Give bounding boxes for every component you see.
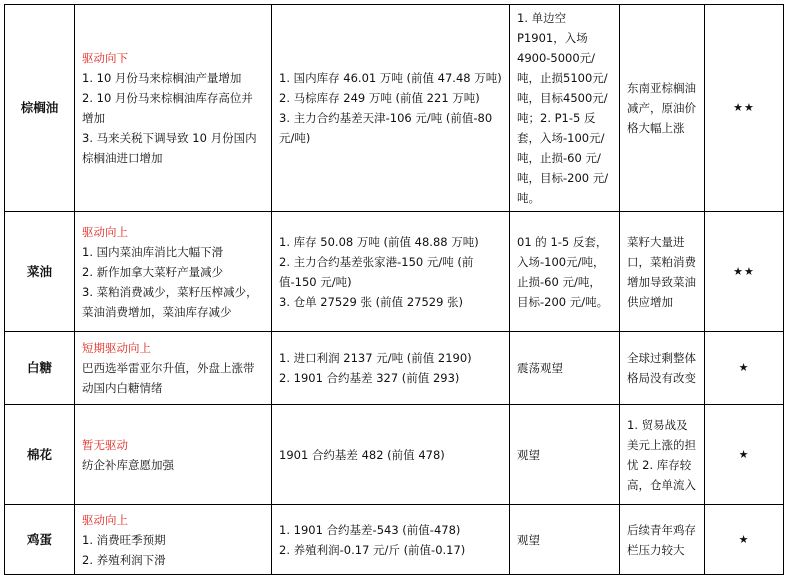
drive-line: 巴西选举雷亚尔升值，外盘上涨带动国内白糖情绪: [82, 361, 255, 395]
data-line: 2. 1901 合约基差 327 (前值 293): [279, 371, 460, 385]
drive-line: 1. 国内菜油库消比大幅下滑: [82, 244, 224, 259]
data-line: 2. 养殖利润-0.17 元/斤 (前值-0.17): [279, 542, 466, 557]
strategy-cell: 观望: [510, 405, 620, 505]
drive-line: 3. 马来关税下调导致 10 月份国内棕榈油进口增加: [82, 131, 257, 165]
drive-cell: [75, 5, 272, 212]
commodity-name: 白糖: [5, 332, 75, 405]
drive-line: 1. 消费旺季预期: [82, 532, 166, 547]
data-line: 1. 国内库存 46.01 万吨 (前值 47.48 万吨): [279, 71, 502, 85]
data-cell: [272, 212, 510, 332]
data-cell: [272, 505, 510, 575]
commodity-name: 棉花: [5, 405, 75, 505]
data-cell: [272, 5, 510, 212]
drive-line: 纺企补库意愿加强: [82, 457, 174, 472]
data-cell: [272, 405, 510, 505]
drive-line: 2. 新作加拿大菜籽产量减少: [82, 264, 224, 279]
risk-cell: 1. 贸易战及美元上涨的担忧 2. 库存较高，仓单流入: [620, 405, 705, 505]
drive-title: 驱动向上: [82, 224, 128, 239]
drive-title: 驱动向上: [82, 512, 128, 527]
strategy-cell: 震荡观望: [510, 332, 620, 405]
table-row: [5, 505, 784, 575]
drive-line: 1. 10 月份马来棕榈油产量增加: [82, 71, 242, 85]
data-cell: [272, 332, 510, 405]
strategy-cell: 观望: [510, 505, 620, 575]
data-line: 1. 进口利润 2137 元/吨 (前值 2190): [279, 351, 472, 365]
drive-title: 暂无驱动: [82, 437, 128, 452]
rating-stars: ★★: [705, 212, 784, 332]
rating-stars: ★: [705, 505, 784, 575]
data-line: 1901 合约基差 482 (前值 478): [279, 447, 445, 462]
data-line: 1. 1901 合约基差-543 (前值-478): [279, 522, 461, 537]
table-row: [5, 405, 784, 505]
strategy-cell: 1. 单边空 P1901，入场 4900-5000元/吨，止损5100元/吨，目标4500元/吨；2. P1-5 反套，入场-100元/吨，止损-60 元/吨，目标-200 元/吨。: [510, 5, 620, 212]
drive-line: 3. 菜粕消费减少，菜籽压榨减少，菜油消费增加，菜油库存减少: [82, 284, 258, 319]
table-row: [5, 5, 784, 212]
commodity-name: 菜油: [5, 212, 75, 332]
rating-stars: ★★: [705, 5, 784, 212]
rating-stars: ★: [705, 332, 784, 405]
table-row: [5, 212, 784, 332]
commodity-name: 棕榈油: [5, 5, 75, 212]
drive-title: 驱动向下: [82, 51, 128, 65]
table-row: [5, 332, 784, 405]
drive-cell: [75, 505, 272, 575]
strategy-cell: 01 的 1-5 反套，入场-100元/吨，止损-60 元/吨，目标-200 元/吨。: [510, 212, 620, 332]
data-line: 3. 仓单 27529 张 (前值 27529 张): [279, 294, 464, 309]
drive-line: 2. 养殖利润下滑: [82, 552, 166, 567]
risk-cell: 后续青年鸡存栏压力较大: [620, 505, 705, 575]
data-line: 1. 库存 50.08 万吨 (前值 48.88 万吨): [279, 234, 479, 249]
drive-cell: [75, 332, 272, 405]
data-line: 2. 马棕库存 249 万吨 (前值 221 万吨): [279, 91, 480, 105]
data-line: 2. 主力合约基差张家港-150 元/吨 (前值-150 元/吨): [279, 254, 474, 289]
risk-cell: 菜籽大量进口，菜粕消费增加导致菜油供应增加: [620, 212, 705, 332]
drive-cell: [75, 405, 272, 505]
commodity-name: 鸡蛋: [5, 505, 75, 575]
rating-stars: ★: [705, 405, 784, 505]
commodity-table: [4, 4, 784, 575]
drive-title: 短期驱动向上: [82, 341, 151, 355]
drive-line: 2. 10 月份马来棕榈油库存高位并增加: [82, 91, 253, 125]
drive-cell: [75, 212, 272, 332]
data-line: 3. 主力合约基差天津-106 元/吨 (前值-80 元/吨): [279, 111, 493, 145]
risk-cell: 全球过剩整体格局没有改变: [620, 332, 705, 405]
risk-cell: 东南亚棕榈油减产，原油价格大幅上涨: [620, 5, 705, 212]
